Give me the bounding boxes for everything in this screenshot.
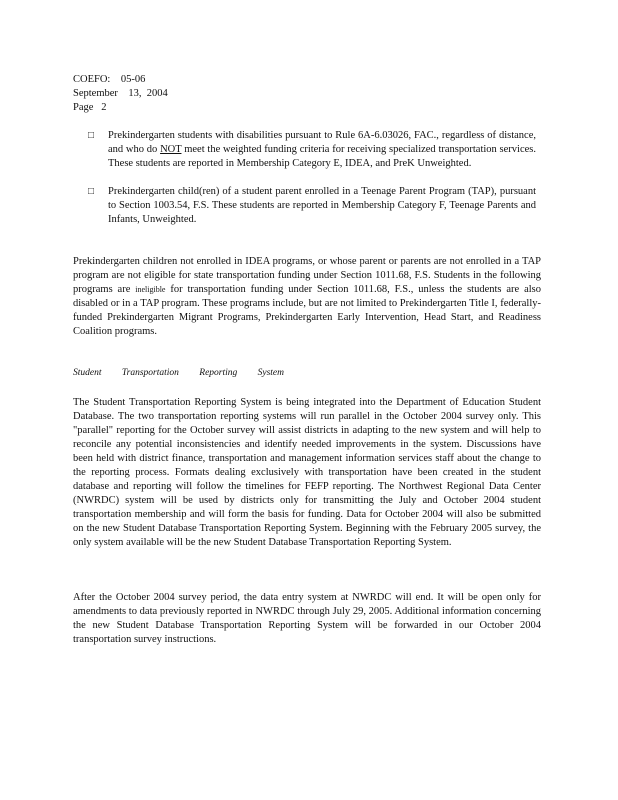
paragraph-nwrdc-end: After the October 2004 survey period, the data entry system at NWRDC will end. It will be open only for amendments to data previously reported in NWRDC through July 29, 2005. Additional information concerning the new Student Database Transportation Reporting System will be forwarded in our October 2004 transportation survey instructions. bbox=[73, 592, 541, 645]
checkbox-icon: □ bbox=[88, 186, 95, 197]
checkbox-icon: □ bbox=[88, 130, 95, 141]
list-item bbox=[88, 129, 538, 171]
bullet-list bbox=[88, 129, 538, 241]
memo-code: COEFO: 05-06 bbox=[73, 74, 146, 85]
memo-date: September 13, 2004 bbox=[73, 88, 168, 99]
paragraph-ineligible-programs: Prekindergarten children not enrolled in IDEA programs, or whose parent or parents are not enrolled in a TAP program are not eligible for state transportation funding under Section 1011.68, F.S. Students in the following programs are ineligible for transportation funding under Section 1011.68, F.S., unless the students are also disabled or in a TAP program. These programs include, but are not limited to Prekindergarten Title I, federally-funded Prekindergarten Migrant Programs, Prekindergarten Early Intervention, Head Start, and Readiness Coalition programs. bbox=[73, 256, 541, 337]
bullet-text: Prekindergarten child(ren) of a student parent enrolled in a Teenage Parent Program (TAP), pursuant to Section 1003.54, F.S. These students are reported in Membership Category F, Teenage Parents and Infants, Unweighted. bbox=[108, 186, 536, 225]
emphasis-not: NOT bbox=[160, 144, 182, 155]
ineligible-word: ineligible bbox=[135, 285, 166, 294]
list-item bbox=[88, 185, 538, 227]
section-heading: Student Transportation Reporting System bbox=[73, 368, 285, 378]
page-number: Page 2 bbox=[73, 102, 107, 113]
bullet-text: Prekindergarten students with disabilities pursuant to Rule 6A-6.03026, FAC., regardless of distance, and who do NOT meet the weighted funding criteria for receiving specialized transportation services. These students are reported in Membership Category E, IDEA, and PreK Unweighted. bbox=[108, 130, 536, 169]
paragraph-reporting-system: The Student Transportation Reporting System is being integrated into the Department of Education Student Database. The two transportation reporting systems will run parallel in the October 2004 survey only. This "parallel" reporting for the October survey will assist districts in adapting to the new system and will help to reconcile any potential inconsistencies and identify needed improvements in the system. Discussions have been held with district finance, transportation and management information services staff about the change to the reporting process. Formats dealing exclusively with transportation have been created in the student database and reporting will follow the timelines for FEFP reporting. The Northwest Regional Data Center (NWRDC) system will be used by districts only for transmitting the July and October 2004 student transportation membership and will form the basis for funding. Data for October 2004 will also be submitted on the new Student Database Transportation Reporting System. Beginning with the February 2005 survey, the only system available will be the new Student Database Transportation Reporting System. bbox=[73, 397, 541, 548]
memo-header bbox=[73, 73, 168, 115]
